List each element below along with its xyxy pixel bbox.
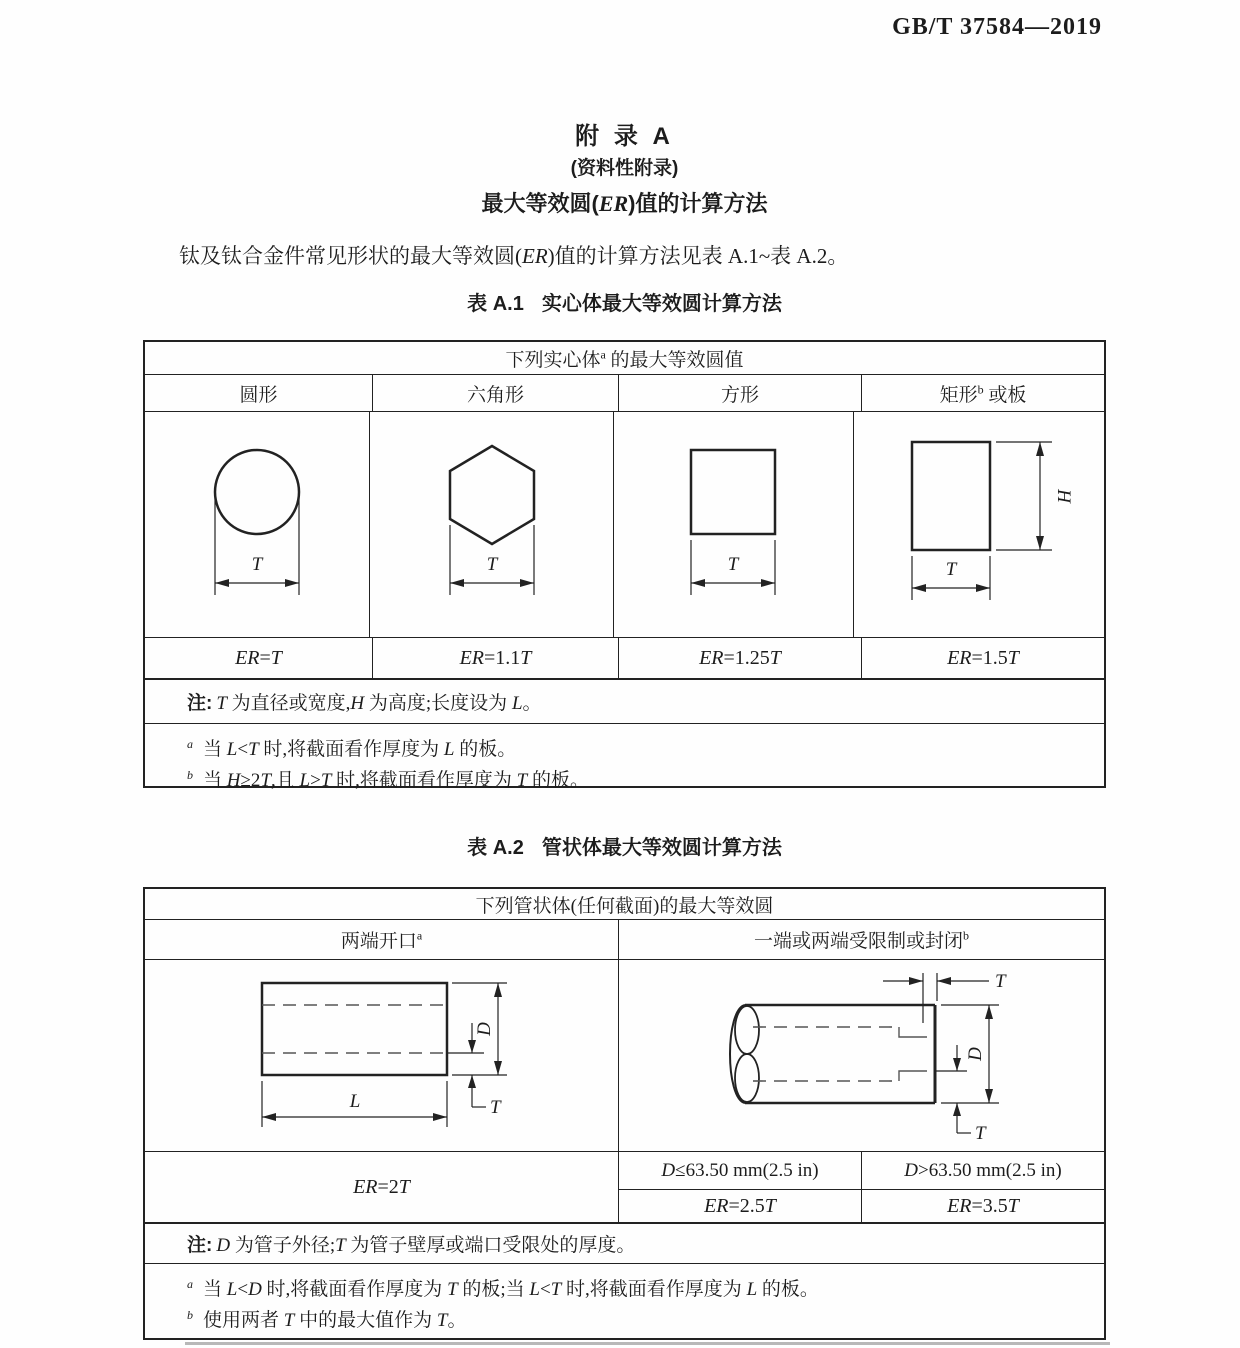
square-diagram [614, 412, 854, 637]
svg-text:H: H [1052, 488, 1074, 503]
table-a1-header-row [145, 342, 1104, 375]
table-a2-note-text: D 为管子外径;T 为管子壁厚或端口受限处的厚度。 [216, 1235, 636, 1256]
footnote-b: $^b$ 使用两者 T 中的最大值作为 T。 [187, 1307, 467, 1331]
appendix-title: 附 录 A [575, 123, 674, 150]
table-a2-colnames-row [145, 920, 1104, 960]
table-a1-formula-row [145, 638, 1104, 680]
appendix-subtitle: (资料性附录) [570, 158, 679, 179]
svg-text:T: T [489, 1096, 501, 1118]
table-a1-colnames-row [145, 375, 1104, 412]
table-a1-note-row [145, 680, 1104, 724]
table-a1-diagram-row [145, 412, 1104, 638]
footnote-a: $^a$ 当 L<D 时,将截面看作厚度为 T 的板;当 L<T 时,将截面看作厚度为 L 的板。 [187, 1276, 819, 1300]
standard-number: GB/T 37584—2019 [892, 14, 1102, 40]
table-a1-caption-label: 表 A.1 [467, 293, 524, 315]
table-a1-footnotes [145, 724, 1104, 791]
table-a2-header-row [145, 889, 1104, 920]
svg-text:D: D [964, 1047, 986, 1061]
table-a1-col-circle: 圆形 [145, 375, 373, 411]
table-a1 [143, 340, 1106, 791]
formula-rectangle: ER =1.5 T [947, 646, 1019, 669]
formula-circle: ER = T [145, 638, 373, 678]
table-a2-note-row [145, 1224, 1104, 1264]
table-a1-col-square: 方形 [619, 375, 862, 411]
table-a2-condition-row [619, 1152, 1104, 1190]
page-scan-shadow [185, 1342, 1110, 1345]
table-a2-caption [143, 831, 1106, 860]
formula-small-diameter: ER =2.5 T [619, 1190, 862, 1223]
table-a1-caption [143, 287, 1106, 316]
table-a2-col-open: 两端开口$^a$ [145, 920, 619, 959]
footnote-a: $^a$ 当 L<T 时,将截面看作厚度为 L 的板。 [187, 736, 517, 760]
open-tube-diagram [145, 960, 619, 1151]
svg-text:T: T [728, 553, 739, 575]
svg-text:T: T [994, 971, 1006, 992]
table-a1-col-rectangle: 矩形$^b$ 或板 [939, 382, 1027, 406]
svg-text:T: T [974, 1123, 986, 1144]
appendix-heading: 最大等效圆(ER)值的计算方法 [481, 191, 768, 216]
rectangle-diagram [854, 412, 1104, 637]
table-a2-col-closed: 一端或两端受限制或封闭$^b$ [753, 928, 969, 952]
formula-large-diameter: ER =3.5 T [947, 1195, 1019, 1217]
table-a2-span-header: 下列管状体(任何截面)的最大等效圆 [475, 895, 774, 917]
svg-text:D: D [473, 1021, 495, 1036]
closed-tube-diagram [619, 960, 1104, 1151]
svg-text:T: T [486, 553, 497, 575]
formula-hexagon: ER =1.1 T [373, 638, 619, 678]
table-a1-span-header: 下列实心体$^a$ 的最大等效圆值 [505, 347, 744, 371]
table-a2-footnotes [145, 1264, 1104, 1340]
table-a2 [143, 887, 1106, 1340]
circle-diagram [145, 412, 370, 637]
table-a1-caption-title: 实心体最大等效圆计算方法 [541, 293, 782, 315]
note-label: 注: [187, 1235, 213, 1256]
table-a1-note-text: T 为直径或宽度,H 为高度;长度设为 L。 [216, 693, 542, 714]
footnote-b: $^b$ 当 H≥2T,且 L>T 时,将截面看作厚度为 T 的板。 [187, 767, 590, 791]
table-a2-condition-formula-row [619, 1190, 1104, 1223]
condition-small-diameter: D ≤63.50 mm(2.5 in) [619, 1152, 862, 1189]
page-content [143, 0, 1106, 1348]
svg-text:T: T [945, 558, 957, 580]
table-a2-diagram-row [145, 960, 1104, 1152]
table-a1-col-hexagon: 六角形 [373, 375, 619, 411]
svg-text:L: L [349, 1090, 360, 1112]
condition-large-diameter: D >63.50 mm(2.5 in) [904, 1159, 1062, 1181]
svg-text:T: T [251, 553, 263, 575]
table-a2-formula-band [145, 1152, 1104, 1224]
intro-paragraph: 钛及钛合金件常见形状的最大等效圆(ER)值的计算方法见表 A.1~表 A.2。 [179, 244, 849, 268]
formula-square: ER =1.25 T [619, 638, 862, 678]
note-label: 注: [187, 693, 213, 714]
formula-open-tube: ER =2 T [145, 1152, 619, 1222]
table-a2-caption-title: 管状体最大等效圆计算方法 [541, 837, 782, 859]
table-a2-caption-label: 表 A.2 [467, 837, 524, 859]
hexagon-diagram [370, 412, 613, 637]
